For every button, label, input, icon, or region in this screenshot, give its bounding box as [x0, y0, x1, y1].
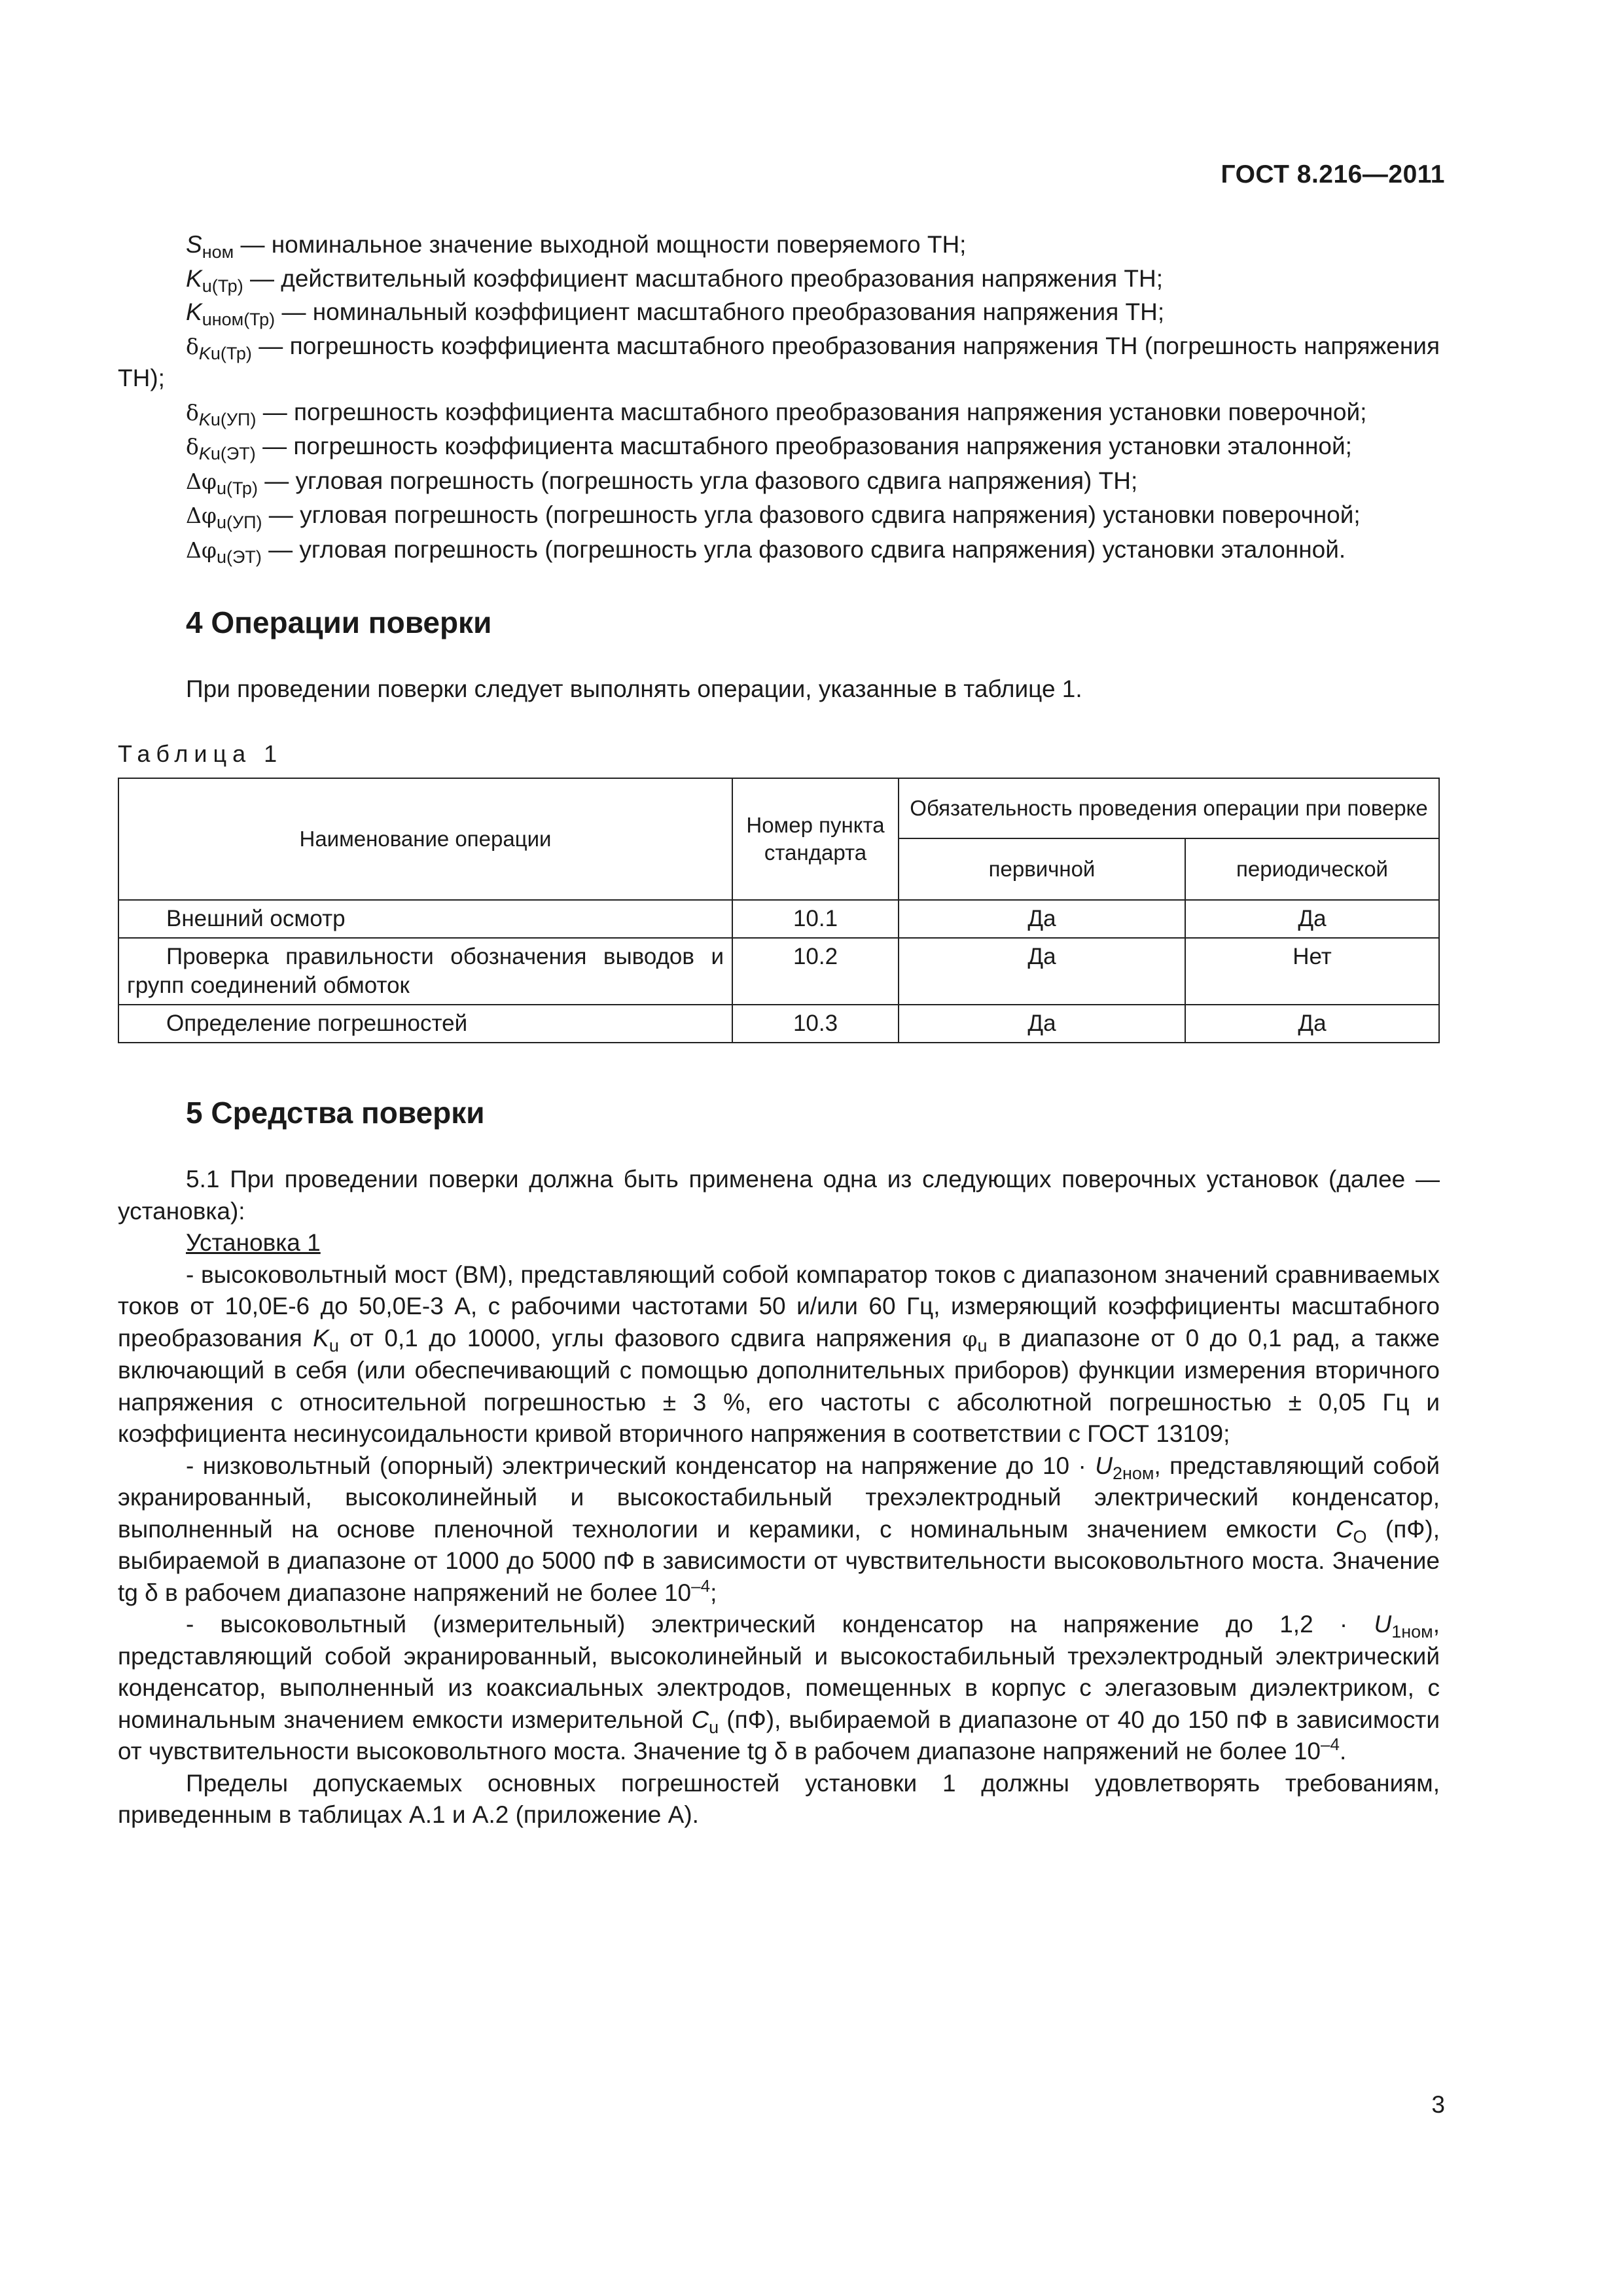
section-4-intro: При проведении поверки следует выполнять операции, указанные в таблице 1. [186, 675, 1082, 702]
header-obligation: Обязательность проведения операции при поверке [899, 778, 1439, 838]
table-row [118, 900, 1439, 938]
cell-periodic: Да [1185, 900, 1439, 938]
cell-periodic: Да [1185, 1005, 1439, 1043]
operations-table [118, 778, 1440, 1043]
setup-item-bridge: - высоковольтный мост (ВМ), представляющий собой компаратор токов с диапазоном значений сравниваемых токов от 10,0Е-6 до 50,0Е-3 А, с рабочими частотами 50 и/или 60 Гц, измеряющий коэффициенты масштабного преобразования $K_u$ от 0,1 до 10000, углы фазового сдвига напряжения $\varphi_u$ в диапазоне от 0 до 0,1 рад, а также включающий в себя (или обеспечивающий с помощью дополнительных приборов) функции измерения вторичного напряжения с относительной погрешностью ± 3 %, его частоты с абсолютной погрешностью ± 0,05 Гц и коэффициента несинусоидальности кривой вторичного напряжения в соответствии с ГОСТ 13109; [118, 1261, 1440, 1447]
cell-number: 10.1 [732, 900, 899, 938]
cell-operation: Определение погрешностей [118, 1005, 732, 1043]
table-header-row [118, 778, 1439, 838]
page-content [118, 229, 1440, 1831]
cell-number: 10.2 [732, 938, 899, 1005]
cell-primary: Да [899, 938, 1185, 1005]
section-5-paragraph: 5.1 При проведении поверки должна быть применена одна из следующих поверочных установок (далее — установка): [118, 1166, 1440, 1225]
header-primary: первичной [899, 838, 1185, 900]
cell-primary: Да [899, 900, 1185, 938]
page-number: 3 [1431, 2091, 1445, 2118]
table-row [118, 1005, 1439, 1043]
header-periodic: периодической [1185, 838, 1439, 900]
cell-number: 10.3 [732, 1005, 899, 1043]
definitions-list [118, 229, 1440, 566]
setup-label: Установка 1 [186, 1229, 321, 1256]
definition-item: $\Delta\varphi_{u(Тр)}$ — угловая погрешность (погрешность угла фазового сдвига напряжения) ТН; [186, 467, 1138, 498]
definition-item: $S_{ном}$ — номинальное значение выходной мощности поверяемого ТН; [186, 231, 967, 262]
cell-periodic: Нет [1185, 938, 1439, 1005]
section-5-heading: 5 Средства поверки [186, 1096, 485, 1130]
definition-item: $\Delta\varphi_{u(ЭТ)}$ — угловая погрешность (погрешность угла фазового сдвига напряжения) установки эталонной. [186, 535, 1346, 567]
header-clause-number: Номер пункта стандарта [732, 778, 899, 900]
cell-operation: Внешний осмотр [118, 900, 732, 938]
setup-item-high-voltage-capacitor: - высоковольтный (измерительный) электрический конденсатор на напряжение до $1,2 \cdot U_{1ном}$, представляющий собой экранированный, высоколинейный и высокостабильный трехэлектродный электрический конденсатор, выполненный из коаксиальных электродов, помещенных в корпус с элегазовым диэлектриком, с номинальным значением емкости измерительной $C_u$ (пФ), выбираемой в диапазоне от 40 до 150 пФ в зависимости от чувствительности высоковольтного моста. Значение tg δ в рабочем диапазоне напряжений не более $10^{-4}$. [118, 1611, 1440, 1765]
cell-primary: Да [899, 1005, 1185, 1043]
table-row [118, 938, 1439, 1005]
document-header-id: ГОСТ 8.216—2011 [1221, 160, 1445, 188]
definition-item: $\delta_{Ku(УП)}$ — погрешность коэффициента масштабного преобразования напряжения установки поверочной; [186, 398, 1367, 429]
setup-item-low-voltage-capacitor: - низковольтный (опорный) электрический конденсатор на напряжение до $10 \cdot U_{2ном}$, представляющий собой экранированный, высоколинейный и высокостабильный трехэлектродный электрический конденсатор, выполненный на основе пленочной технологии и керамики, с номинальным значением емкости $C_O$ (пФ), выбираемой в диапазоне от 1000 до 5000 пФ в зависимости от чувствительности высоковольтного моста. Значение tg δ в рабочем диапазоне напряжений не более $10^{-4}$; [118, 1452, 1440, 1606]
table-caption: Таблица 1 [118, 740, 283, 767]
cell-operation: Проверка правильности обозначения выводов и групп соединений обмоток [118, 938, 732, 1005]
error-limits-paragraph: Пределы допускаемых основных погрешностей установки 1 должны удовлетворять требованиям, приведенным в таблицах А.1 и А.2 (приложение А). [118, 1769, 1440, 1828]
definition-item: $\Delta\varphi_{u(УП)}$ — угловая погрешность (погрешность угла фазового сдвига напряжения) установки поверочной; [186, 501, 1361, 532]
header-operation-name: Наименование операции [118, 778, 732, 900]
definition-item: $K_{uном(Тр)}$ — номинальный коэффициент масштабного преобразования напряжения ТН; [186, 298, 1165, 329]
section-4-heading: 4 Операции поверки [186, 605, 492, 639]
definition-item: $K_{u(Тр)}$ — действительный коэффициент масштабного преобразования напряжения ТН; [186, 264, 1163, 296]
definition-item: $\delta_{Ku(Тр)}$ — погрешность коэффициента масштабного преобразования напряжения ТН (погрешность напряжения ТН); [118, 332, 1440, 391]
definition-item: $\delta_{Ku(ЭТ)}$ — погрешность коэффициента масштабного преобразования напряжения установки эталонной; [186, 433, 1352, 463]
